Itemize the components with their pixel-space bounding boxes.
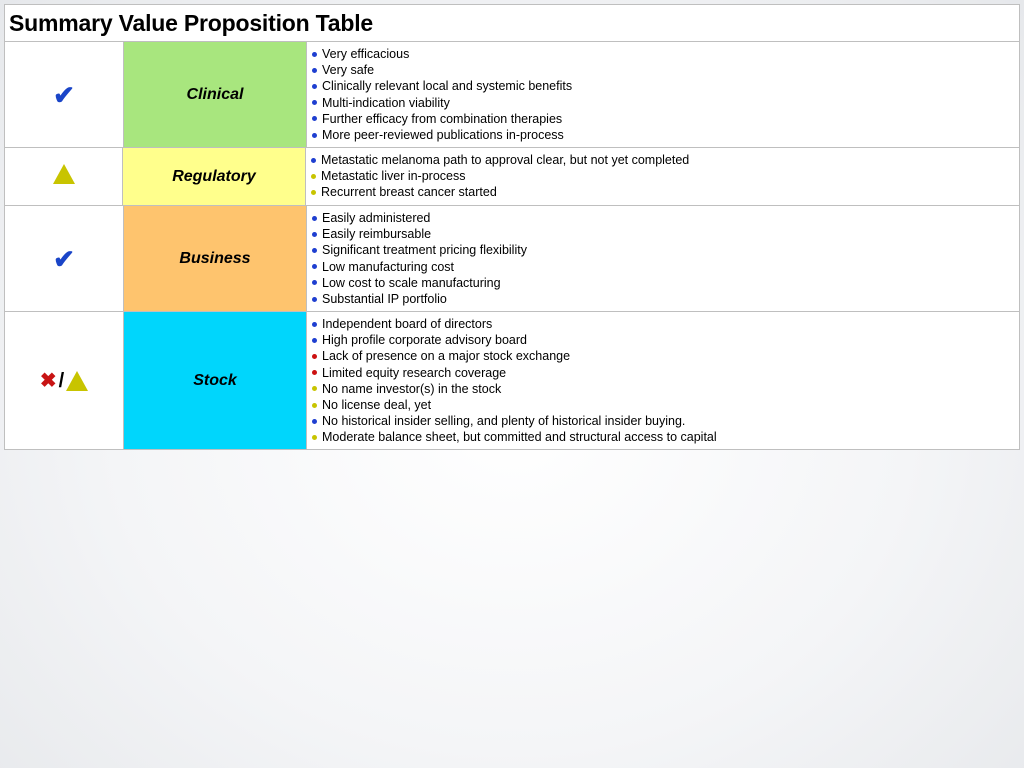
list-item-text: Clinically relevant local and systemic benefits xyxy=(322,79,573,94)
list-item xyxy=(312,397,1019,413)
list-item xyxy=(312,291,1019,307)
category-label: Clinical xyxy=(186,85,244,103)
bullet-blue-icon xyxy=(312,68,317,73)
list-item xyxy=(312,78,1019,94)
check-icon: ✔ xyxy=(53,79,75,110)
table-row-stock xyxy=(5,312,1019,449)
list-item xyxy=(312,95,1019,111)
list-item-text: High profile corporate advisory board xyxy=(322,333,527,348)
category-cell-stock xyxy=(124,312,307,449)
bullet-blue-icon xyxy=(312,419,317,424)
list-item-text: Further efficacy from combination therapies xyxy=(322,111,563,126)
list-item-text: Metastatic liver in-process xyxy=(321,169,466,184)
table-row-clinical xyxy=(5,42,1019,148)
bullet-yellow-icon xyxy=(312,403,317,408)
status-cell xyxy=(5,148,123,205)
items-list xyxy=(307,312,1019,449)
warning-triangle-icon xyxy=(53,164,75,184)
list-item xyxy=(312,127,1019,143)
list-item xyxy=(311,168,1019,184)
list-item xyxy=(312,365,1019,381)
category-label: Stock xyxy=(193,371,237,389)
list-item xyxy=(312,46,1019,62)
category-cell-clinical xyxy=(124,42,307,147)
bullet-blue-icon xyxy=(312,232,317,237)
list-item-text: Multi-indication viability xyxy=(322,95,450,110)
bullet-blue-icon xyxy=(312,52,317,57)
list-item xyxy=(312,62,1019,78)
table-row-business xyxy=(5,206,1019,312)
page-title: Summary Value Proposition Table xyxy=(9,9,374,36)
title-row xyxy=(5,5,1019,42)
list-item-text: Lack of presence on a major stock exchange xyxy=(322,349,571,364)
cross-slash-triangle-icon xyxy=(40,371,88,391)
list-item-text: Recurrent breast cancer started xyxy=(321,185,497,200)
items-list xyxy=(307,206,1019,311)
status-cell xyxy=(5,206,124,311)
bullet-yellow-icon xyxy=(312,386,317,391)
bullet-blue-icon xyxy=(312,116,317,121)
bullet-yellow-icon xyxy=(311,174,316,179)
check-icon: ✔ xyxy=(53,243,75,274)
bullet-blue-icon xyxy=(312,84,317,89)
warning-triangle-icon xyxy=(66,371,88,391)
list-item xyxy=(312,275,1019,291)
list-item xyxy=(312,242,1019,258)
status-cell xyxy=(5,312,124,449)
status-separator: / xyxy=(58,369,65,392)
table-row-regulatory xyxy=(5,148,1019,206)
list-item xyxy=(312,348,1019,364)
list-item xyxy=(312,316,1019,332)
category-label: Regulatory xyxy=(172,167,256,185)
list-item-text: Very safe xyxy=(322,63,375,78)
list-item xyxy=(312,429,1019,445)
bullet-blue-icon xyxy=(312,338,317,343)
list-item xyxy=(311,152,1019,168)
list-item-text: Low cost to scale manufacturing xyxy=(322,275,501,290)
list-item xyxy=(312,259,1019,275)
list-item-text: Easily reimbursable xyxy=(322,227,432,242)
category-label: Business xyxy=(179,249,251,267)
bullet-red-icon xyxy=(312,370,317,375)
value-proposition-table xyxy=(4,4,1020,450)
list-item xyxy=(312,111,1019,127)
list-item xyxy=(312,210,1019,226)
list-item xyxy=(312,332,1019,348)
cross-icon: ✖ xyxy=(39,369,57,392)
status-cell xyxy=(5,42,124,147)
list-item xyxy=(312,226,1019,242)
bullet-blue-icon xyxy=(312,216,317,221)
list-item-text: Low manufacturing cost xyxy=(322,259,455,274)
list-item-text: No name investor(s) in the stock xyxy=(322,381,502,396)
category-cell-regulatory xyxy=(123,148,306,205)
list-item xyxy=(312,381,1019,397)
bullet-blue-icon xyxy=(312,280,317,285)
list-item-text: Easily administered xyxy=(322,211,431,225)
bullet-blue-icon xyxy=(311,158,316,163)
items-list xyxy=(307,42,1019,147)
bullet-yellow-icon xyxy=(311,190,316,195)
list-item-text: No historical insider selling, and plenty of historical insider buying. xyxy=(322,414,686,429)
bullet-blue-icon xyxy=(312,100,317,105)
bullet-red-icon xyxy=(312,354,317,359)
list-item-text: Metastatic melanoma path to approval clear, but not yet completed xyxy=(321,153,690,167)
list-item-text: Moderate balance sheet, but committed and structural access to capital xyxy=(322,430,717,445)
bullet-yellow-icon xyxy=(312,435,317,440)
category-cell-business xyxy=(124,206,307,311)
bullet-blue-icon xyxy=(312,133,317,138)
list-item-text: Substantial IP portfolio xyxy=(322,292,447,307)
bullet-blue-icon xyxy=(312,297,317,302)
list-item-text: More peer-reviewed publications in-process xyxy=(322,128,564,143)
list-item-text: No license deal, yet xyxy=(322,398,432,413)
bullet-blue-icon xyxy=(312,248,317,253)
list-item-text: Limited equity research coverage xyxy=(322,365,507,380)
bullet-blue-icon xyxy=(312,264,317,269)
list-item-text: Independent board of directors xyxy=(322,317,493,331)
list-item-text: Significant treatment pricing flexibility xyxy=(322,243,527,258)
list-item xyxy=(311,184,1019,200)
list-item xyxy=(312,413,1019,429)
list-item-text: Very efficacious xyxy=(322,47,410,61)
items-list xyxy=(306,148,1019,205)
bullet-blue-icon xyxy=(312,322,317,327)
